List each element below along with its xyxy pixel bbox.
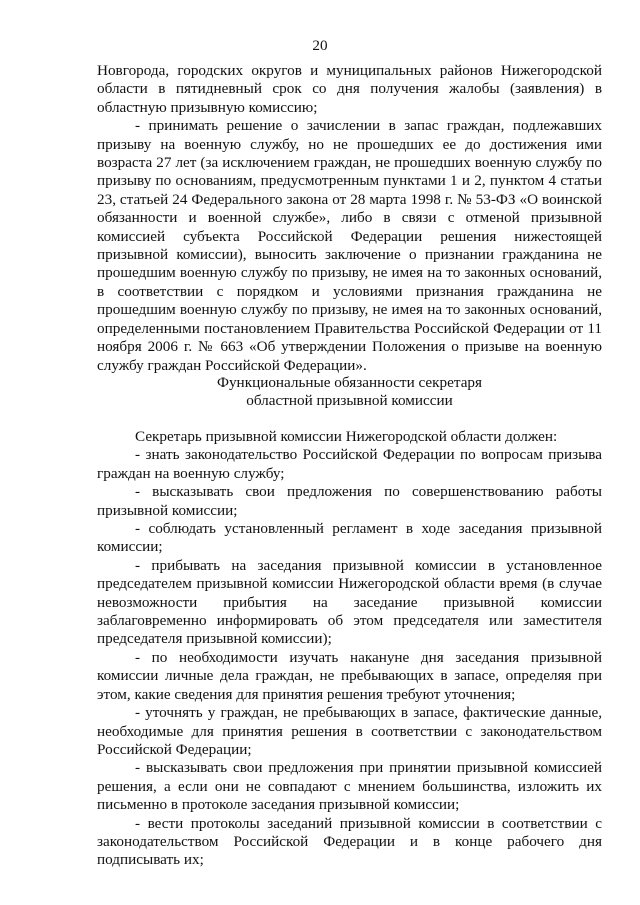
intro-text-block (97, 62, 602, 375)
paragraph: - по необходимости изучать накануне дня заседания призывной комиссии личные дела граждан, не пребывающих в запасе, определяя при этом, какие сведения для принятия решения требуют уточнения; (97, 648, 602, 703)
paragraph: - высказывать свои предложения при принятии призывной комиссией решения, а если они не совпадают с мнением большинства, изложить их письменно в протоколе заседания призывной комиссии; (97, 759, 602, 814)
paragraph: Новгорода, городских округов и муниципальных районов Нижегородской области в пятидневный срок со дня получения жалобы (заявления) в областную призывную комиссию; (97, 62, 602, 116)
paragraph: - прибывать на заседания призывной комиссии в установленное председателем призывной комиссии Нижегородской области время (в случае невозможности прибытия на заседание призывной комиссии заблаговременно информировать об этом председателя или заместителя председателя призывной комиссии); (97, 556, 602, 648)
paragraph: - принимать решение о зачислении в запас граждан, подлежавших призыву на военную службу, но не прошедших ее до достижения ими возраста 27 лет (за исключением граждан, не прошедших военную службу по призыву по основаниям, предусмотренным пунктами 1 и 2, пунктом 4 статьи 23, статьей 24 Федерального закона от 28 марта 1998 г. № 53-ФЗ «О воинской обязанности и военной службе», либо в связи с отменой призывной комиссией субъекта Российской Федерации решения нижестоящей призывной комиссии), выносить заключение о признании гражданина не прошедшим военную службу по призыву, не имея на то законных оснований, в соответствии с порядком и условиями признания гражданина не прошедшим военную службу по призыву, не имея на то законных оснований, определенными постановлением Правительства Российской Федерации от 11 ноября 2006 г. № 663 «Об утверждении Положения о призыве на военную службу граждан Российской Федерации». (97, 117, 602, 374)
paragraph: - вести протоколы заседаний призывной комиссии в соответствии с законодательством Российской Федерации и в конце рабочего дня подписывать их; (97, 814, 602, 869)
section-heading-line: областной призывной комиссии (246, 392, 453, 410)
paragraph: - знать законодательство Российской Федерации по вопросам призыва граждан на военную службу; (97, 446, 602, 482)
duties-text-block (97, 428, 602, 870)
paragraph: - уточнять у граждан, не пребывающих в запасе, фактические данные, необходимые для принятия решения в соответствии с законодательством Российской Федерации; (97, 704, 602, 758)
paragraph: - соблюдать установленный регламент в ходе заседания призывной комиссии; (97, 520, 602, 556)
section-heading-line: Функциональные обязанности секретаря (216, 374, 483, 391)
paragraph: Секретарь призывной комиссии Нижегородской области должен: (135, 428, 558, 445)
page-number: 20 (312, 37, 328, 54)
paragraph: - высказывать свои предложения по совершенствованию работы призывной комиссии; (97, 483, 602, 519)
section-heading (97, 374, 602, 411)
